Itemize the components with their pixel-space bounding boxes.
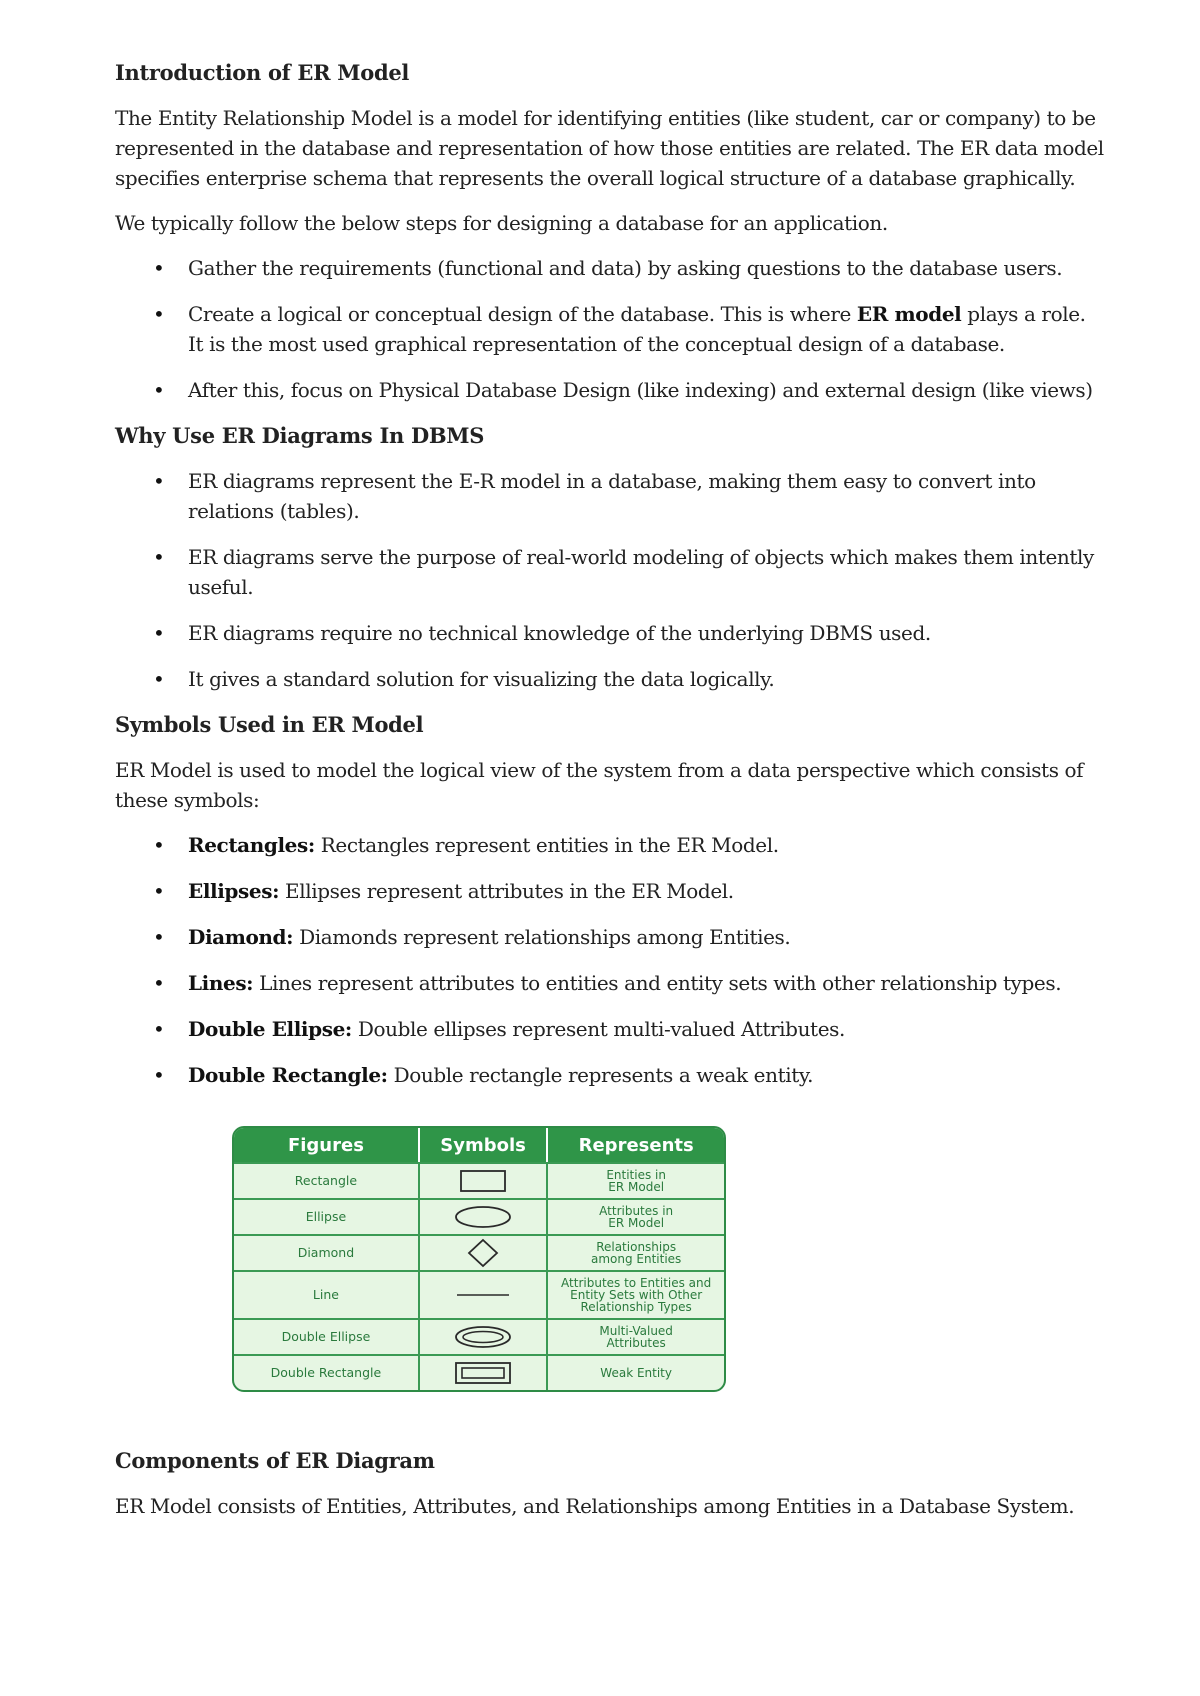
er-symbols-figure — [232, 1126, 726, 1392]
list-item: • ER diagrams require no technical knowledge of the underlying DBMS used. — [115, 618, 1105, 648]
intro-paragraph: The Entity Relationship Model is a model for identifying entities (like student, car or company) to be represented in the database and representation of how those entities are related. The ER data model specifies enterprise schema that represents the overall logical structure of a database graphically. — [115, 106, 1104, 190]
represents-line: Attributes — [606, 1336, 666, 1350]
represents-line: among Entities — [590, 1252, 682, 1266]
represents-line: Relationship Types — [580, 1300, 692, 1314]
figure-cell: Double Rectangle — [234, 1354, 420, 1390]
table-row — [234, 1162, 724, 1198]
line-icon — [453, 1290, 513, 1300]
figure-cell: Double Ellipse — [234, 1318, 420, 1354]
symbol-desc: Double rectangle represents a weak entity. — [387, 1063, 814, 1087]
diamond-icon — [466, 1238, 500, 1268]
symbol-cell — [420, 1354, 548, 1390]
symbol-desc: Lines represent attributes to entities and entity sets with other relationship types. — [253, 971, 1062, 995]
figure-cell: Ellipse — [234, 1198, 420, 1234]
design-steps-list — [115, 253, 1105, 405]
represents-line: Multi-Valued — [599, 1324, 673, 1338]
symbol-cell — [420, 1162, 548, 1198]
represents-line: ER Model — [608, 1180, 665, 1194]
symbol-desc: Diamonds represent relationships among Entities. — [293, 925, 791, 949]
table-row — [234, 1318, 724, 1354]
symbol-term: Lines: — [188, 971, 254, 995]
symbol-term: Diamond: — [188, 925, 294, 949]
column-header-represents: Represents — [548, 1128, 724, 1162]
table-header-row — [234, 1128, 724, 1162]
table-row — [234, 1234, 724, 1270]
step-text: plays a role. It is the most used graphical representation of the conceptual design of a database. — [188, 302, 1086, 356]
represents-line: Attributes in — [599, 1204, 674, 1218]
figure-cell: Rectangle — [234, 1162, 420, 1198]
symbol-cell — [420, 1318, 548, 1354]
components-paragraph: ER Model consists of Entities, Attributes, and Relationships among Entities in a Database System. — [115, 1494, 1075, 1518]
list-item — [115, 968, 1105, 998]
symbol-term: Double Ellipse: — [188, 1017, 352, 1041]
represents-cell — [548, 1198, 724, 1234]
step-text: Create a logical or conceptual design of the database. This is where — [188, 302, 857, 326]
double-ellipse-icon — [453, 1324, 513, 1350]
list-item — [115, 922, 1105, 952]
heading-intro: Introduction of ER Model — [115, 60, 410, 85]
list-item — [115, 876, 1105, 906]
represents-line: ER Model — [608, 1216, 665, 1230]
double-rectangle-icon — [453, 1360, 513, 1386]
table-row — [234, 1354, 724, 1390]
ellipse-icon — [453, 1204, 513, 1230]
represents-cell — [548, 1354, 724, 1390]
list-item — [115, 1014, 1105, 1044]
represents-cell — [548, 1162, 724, 1198]
rectangle-icon — [458, 1168, 508, 1194]
list-item: • ER diagrams represent the E-R model in a database, making them easy to convert into relations (tables). — [115, 466, 1105, 526]
symbol-cell — [420, 1234, 548, 1270]
symbols-paragraph: ER Model is used to model the logical view of the system from a data perspective which consists of these symbols: — [115, 758, 1084, 812]
symbol-cell — [420, 1270, 548, 1318]
column-header-figures: Figures — [234, 1128, 420, 1162]
symbol-term: Double Rectangle: — [188, 1063, 388, 1087]
step-bold-term: ER model — [856, 302, 962, 326]
symbol-cell — [420, 1198, 548, 1234]
list-item: • ER diagrams serve the purpose of real-world modeling of objects which makes them intently useful. — [115, 542, 1105, 602]
symbol-desc: Ellipses represent attributes in the ER Model. — [279, 879, 734, 903]
represents-cell — [548, 1270, 724, 1318]
figure-cell: Diamond — [234, 1234, 420, 1270]
heading-components: Components of ER Diagram — [115, 1448, 435, 1473]
represents-cell — [548, 1318, 724, 1354]
represents-line: Attributes to Entities and — [561, 1276, 712, 1290]
document-page — [115, 58, 1105, 1536]
list-item: • It gives a standard solution for visualizing the data logically. — [115, 664, 1105, 694]
list-item: • After this, focus on Physical Database Design (like indexing) and external design (like views) — [115, 375, 1105, 405]
heading-why: Why Use ER Diagrams In DBMS — [115, 423, 485, 448]
er-symbols-table — [232, 1126, 726, 1392]
why-list — [115, 466, 1105, 694]
symbol-desc: Rectangles represent entities in the ER Model. — [314, 833, 779, 857]
symbol-term: Ellipses: — [188, 879, 280, 903]
represents-line: Entities in — [606, 1168, 666, 1182]
heading-symbols: Symbols Used in ER Model — [115, 712, 424, 737]
represents-line: Relationships — [596, 1240, 677, 1254]
represents-cell — [548, 1234, 724, 1270]
steps-intro-paragraph: We typically follow the below steps for designing a database for an application. — [115, 211, 888, 235]
list-item: • Gather the requirements (functional and data) by asking questions to the database users. — [115, 253, 1105, 283]
symbol-term: Rectangles: — [188, 833, 315, 857]
figure-cell: Line — [234, 1270, 420, 1318]
column-header-symbols: Symbols — [420, 1128, 548, 1162]
represents-line: Weak Entity — [600, 1366, 672, 1380]
represents-line: Entity Sets with Other — [570, 1288, 703, 1302]
symbols-list — [115, 830, 1105, 1090]
list-item — [115, 830, 1105, 860]
symbol-desc: Double ellipses represent multi-valued Attributes. — [351, 1017, 845, 1041]
table-row — [234, 1270, 724, 1318]
list-item — [115, 1060, 1105, 1090]
table-row — [234, 1198, 724, 1234]
list-item — [115, 299, 1105, 359]
